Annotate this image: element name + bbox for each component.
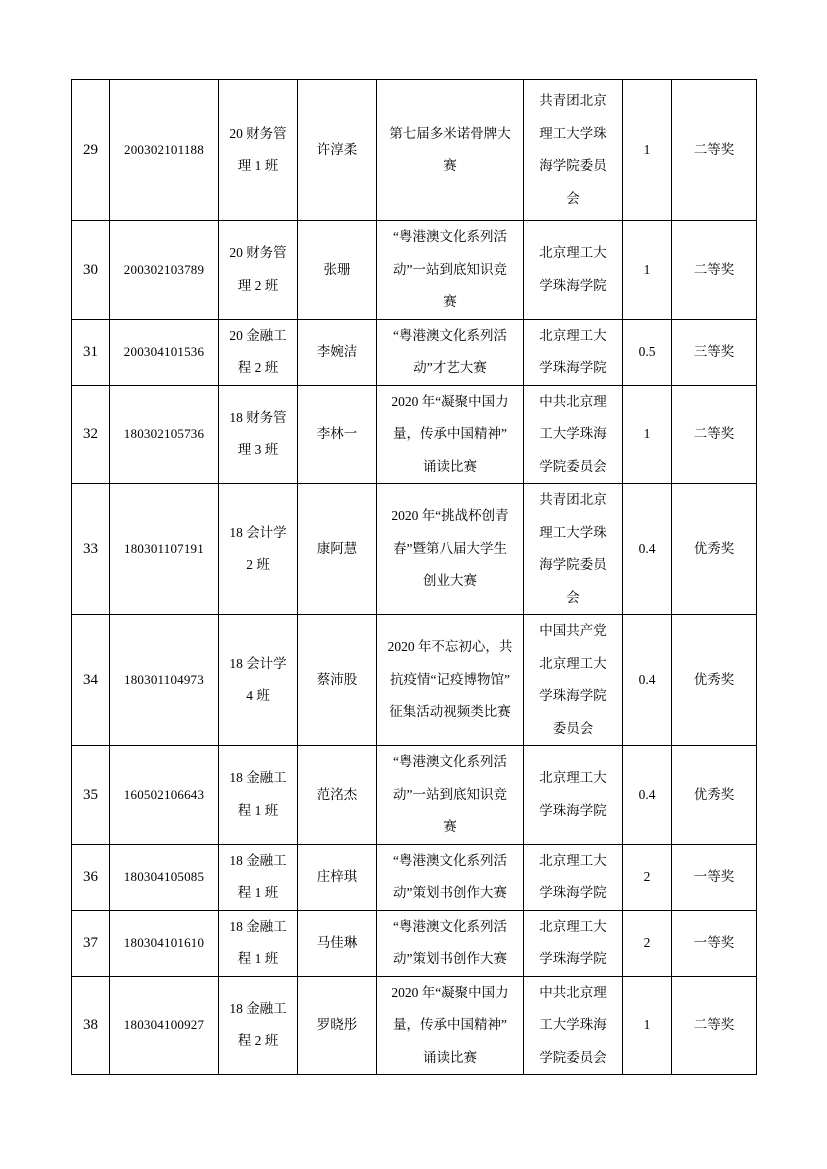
organizer-cell-line: 中共北京理 — [539, 984, 607, 1000]
organizer-cell-line: 北京理工大 — [539, 770, 607, 786]
class-cell-line: 18 金融工 — [229, 770, 287, 786]
class-cell-line: 理 3 班 — [237, 442, 279, 458]
class-cell-line: 20 金融工 — [229, 327, 287, 343]
class-cell-line: 18 财务管 — [229, 409, 287, 425]
score-cell: 2 — [623, 844, 672, 910]
organizer-cell-line: 理工大学珠 — [539, 524, 607, 540]
competition-cell-line: 创业大赛 — [423, 573, 477, 589]
organizer-cell-line: 海学院委员 — [539, 158, 607, 173]
award-level-cell: 三等奖 — [672, 319, 757, 385]
table-row — [72, 319, 757, 385]
class-cell-line: 程 1 班 — [237, 951, 279, 966]
class-cell — [219, 80, 298, 221]
class-cell-line: 18 金融工 — [229, 852, 287, 868]
student-name-cell: 李婉洁 — [298, 319, 377, 385]
competition-cell-line: 量，传承中国精神” — [393, 1017, 507, 1032]
organizer-cell-line: 学珠海学院 — [539, 688, 607, 703]
competition-cell-line: 动”一站到底知识竞 — [393, 261, 507, 277]
organizer-cell — [524, 221, 623, 320]
organizer-cell — [524, 615, 623, 746]
competition-cell — [377, 385, 524, 484]
class-cell-line: 程 2 班 — [237, 1033, 279, 1049]
competition-cell — [377, 844, 524, 910]
class-cell-line: 20 财务管 — [229, 245, 287, 261]
table-row — [72, 484, 757, 615]
student-name-cell: 罗晓彤 — [298, 976, 377, 1075]
organizer-cell-line: 学珠海学院 — [539, 802, 607, 818]
competition-cell-line: 诵读比赛 — [423, 458, 477, 474]
score-cell: 0.5 — [623, 319, 672, 385]
serial-number-cell: 30 — [72, 221, 110, 320]
score-cell: 1 — [623, 80, 672, 221]
student-id-cell: 160502106643 — [110, 746, 219, 845]
competition-cell — [377, 484, 524, 615]
student-name-cell: 范洺杰 — [298, 746, 377, 845]
student-name-cell: 张珊 — [298, 221, 377, 320]
competition-cell-line: 2020 年“挑战杯创青 — [391, 508, 509, 524]
class-cell-line: 18 金融工 — [229, 1000, 287, 1016]
organizer-cell-line: 学珠海学院 — [539, 360, 607, 375]
organizer-cell-line: 会 — [566, 190, 580, 206]
student-name-cell: 李林一 — [298, 385, 377, 484]
class-cell-line: 程 2 班 — [237, 360, 279, 375]
organizer-cell — [524, 746, 623, 845]
competition-cell-line: 诵读比赛 — [423, 1049, 477, 1065]
organizer-cell-line: 工大学珠海 — [539, 1017, 607, 1032]
awards-table — [71, 79, 757, 1075]
table-row — [72, 615, 757, 746]
student-id-cell: 200302103789 — [110, 221, 219, 320]
organizer-cell-line: 学珠海学院 — [539, 885, 607, 900]
competition-cell-line: “粤港澳文化系列活 — [393, 327, 507, 343]
organizer-cell — [524, 80, 623, 221]
organizer-cell-line: 北京理工大 — [539, 852, 607, 868]
student-id-cell: 180301107191 — [110, 484, 219, 615]
organizer-cell-line: 北京理工大 — [539, 655, 607, 671]
student-id-cell: 180302105736 — [110, 385, 219, 484]
competition-cell — [377, 221, 524, 320]
competition-cell-line: 2020 年“凝聚中国力 — [391, 393, 509, 409]
award-level-cell: 二等奖 — [672, 385, 757, 484]
class-cell — [219, 910, 298, 976]
organizer-cell-line: 理工大学珠 — [539, 125, 607, 141]
organizer-cell-line: 中国共产党 — [539, 623, 607, 638]
serial-number-cell: 37 — [72, 910, 110, 976]
competition-cell-line: 2020 年“凝聚中国力 — [391, 984, 509, 1000]
score-cell: 2 — [623, 910, 672, 976]
class-cell-line: 18 金融工 — [229, 918, 287, 934]
competition-cell-line: “粤港澳文化系列活 — [393, 229, 507, 244]
competition-cell — [377, 746, 524, 845]
organizer-cell-line: 工大学珠海 — [539, 426, 607, 441]
award-level-cell: 优秀奖 — [672, 746, 757, 845]
organizer-cell-line: 会 — [566, 589, 580, 605]
competition-cell-line: 春”暨第八届大学生 — [393, 540, 507, 556]
competition-cell-line: 赛 — [443, 158, 457, 173]
score-cell: 0.4 — [623, 615, 672, 746]
serial-number-cell: 36 — [72, 844, 110, 910]
award-level-cell: 优秀奖 — [672, 484, 757, 615]
student-name-cell: 蔡沛股 — [298, 615, 377, 746]
organizer-cell-line: 中共北京理 — [539, 393, 607, 409]
organizer-cell-line: 海学院委员 — [539, 557, 607, 572]
table-body — [72, 80, 757, 1075]
class-cell-line: 理 2 班 — [237, 277, 279, 293]
class-cell — [219, 221, 298, 320]
table-row — [72, 746, 757, 845]
organizer-cell — [524, 976, 623, 1075]
score-cell: 0.4 — [623, 746, 672, 845]
student-id-cell: 180304105085 — [110, 844, 219, 910]
table-row — [72, 80, 757, 221]
competition-cell — [377, 319, 524, 385]
serial-number-cell: 35 — [72, 746, 110, 845]
table-row — [72, 221, 757, 320]
class-cell-line: 4 班 — [246, 688, 270, 703]
organizer-cell-line: 学珠海学院 — [539, 277, 607, 293]
competition-cell — [377, 976, 524, 1075]
serial-number-cell: 34 — [72, 615, 110, 746]
competition-cell — [377, 910, 524, 976]
competition-cell-line: 第七届多米诺骨牌大 — [389, 125, 511, 141]
organizer-cell — [524, 910, 623, 976]
student-id-cell: 180304101610 — [110, 910, 219, 976]
award-level-cell: 一等奖 — [672, 910, 757, 976]
class-cell — [219, 746, 298, 845]
class-cell — [219, 484, 298, 615]
competition-cell-line: “粤港澳文化系列活 — [393, 918, 507, 934]
competition-cell-line: 2020 年不忘初心，共 — [387, 639, 513, 655]
score-cell: 0.4 — [623, 484, 672, 615]
competition-cell-line: “粤港澳文化系列活 — [393, 754, 507, 769]
organizer-cell-line: 共青团北京 — [539, 492, 607, 507]
award-level-cell: 优秀奖 — [672, 615, 757, 746]
competition-cell — [377, 615, 524, 746]
award-level-cell: 二等奖 — [672, 976, 757, 1075]
student-name-cell: 庄梓琪 — [298, 844, 377, 910]
competition-cell-line: 动”策划书创作大赛 — [393, 885, 507, 900]
table-row — [72, 385, 757, 484]
award-level-cell: 二等奖 — [672, 221, 757, 320]
class-cell — [219, 385, 298, 484]
class-cell-line: 程 1 班 — [237, 802, 279, 818]
table-row — [72, 844, 757, 910]
competition-cell-line: 赛 — [443, 294, 457, 309]
student-id-cell: 200304101536 — [110, 319, 219, 385]
organizer-cell-line: 共青团北京 — [539, 93, 607, 108]
serial-number-cell: 29 — [72, 80, 110, 221]
score-cell: 1 — [623, 385, 672, 484]
class-cell — [219, 844, 298, 910]
competition-cell-line: 动”一站到底知识竞 — [393, 786, 507, 802]
competition-cell-line: 量，传承中国精神” — [393, 426, 507, 441]
student-id-cell: 180301104973 — [110, 615, 219, 746]
award-level-cell: 一等奖 — [672, 844, 757, 910]
organizer-cell-line: 北京理工大 — [539, 245, 607, 261]
organizer-cell-line: 学珠海学院 — [539, 951, 607, 966]
competition-cell-line: “粤港澳文化系列活 — [393, 852, 507, 868]
organizer-cell-line: 学院委员会 — [539, 1049, 607, 1065]
competition-cell-line: 赛 — [443, 819, 457, 834]
table-row — [72, 976, 757, 1075]
student-id-cell: 200302101188 — [110, 80, 219, 221]
student-name-cell: 许淳柔 — [298, 80, 377, 221]
student-name-cell: 马佳琳 — [298, 910, 377, 976]
competition-cell-line: 动”策划书创作大赛 — [393, 951, 507, 966]
score-cell: 1 — [623, 976, 672, 1075]
class-cell-line: 18 会计学 — [229, 655, 287, 671]
organizer-cell-line: 学院委员会 — [539, 458, 607, 474]
serial-number-cell: 38 — [72, 976, 110, 1075]
serial-number-cell: 32 — [72, 385, 110, 484]
competition-cell-line: 征集活动视频类比赛 — [389, 704, 511, 720]
organizer-cell-line: 委员会 — [552, 720, 594, 736]
class-cell — [219, 615, 298, 746]
class-cell — [219, 976, 298, 1075]
competition-cell — [377, 80, 524, 221]
organizer-cell-line: 北京理工大 — [539, 327, 607, 343]
student-id-cell: 180304100927 — [110, 976, 219, 1075]
table-row — [72, 910, 757, 976]
class-cell-line: 理 1 班 — [237, 158, 279, 173]
score-cell: 1 — [623, 221, 672, 320]
competition-cell-line: 抗疫情“记疫博物馆” — [390, 671, 510, 687]
organizer-cell — [524, 844, 623, 910]
class-cell — [219, 319, 298, 385]
organizer-cell — [524, 385, 623, 484]
student-name-cell: 康阿慧 — [298, 484, 377, 615]
organizer-cell — [524, 319, 623, 385]
serial-number-cell: 31 — [72, 319, 110, 385]
class-cell-line: 程 1 班 — [237, 885, 279, 900]
competition-cell-line: 动”才艺大赛 — [413, 360, 487, 375]
serial-number-cell: 33 — [72, 484, 110, 615]
class-cell-line: 18 会计学 — [229, 524, 287, 540]
organizer-cell-line: 北京理工大 — [539, 918, 607, 934]
organizer-cell — [524, 484, 623, 615]
class-cell-line: 20 财务管 — [229, 125, 287, 141]
award-level-cell: 二等奖 — [672, 80, 757, 221]
class-cell-line: 2 班 — [246, 557, 270, 572]
